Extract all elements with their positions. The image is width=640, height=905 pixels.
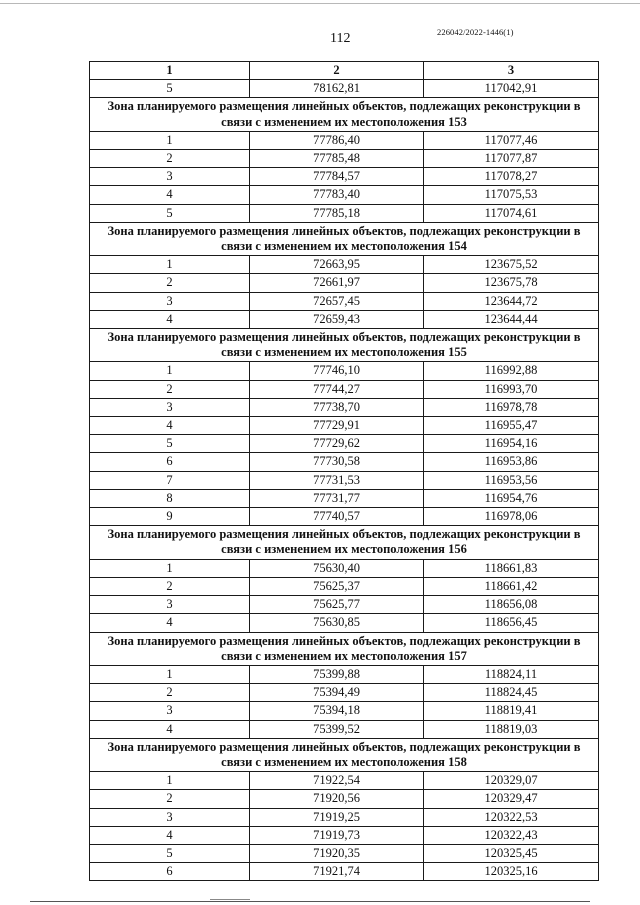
y-coordinate-cell: 118819,03 (424, 720, 599, 738)
y-coordinate-cell: 116955,47 (424, 417, 599, 435)
point-number-cell: 2 (90, 684, 250, 702)
table-row (90, 292, 599, 310)
coordinates-table (89, 61, 599, 881)
table-row (90, 772, 599, 790)
y-coordinate-cell: 118661,42 (424, 577, 599, 595)
table-row (90, 596, 599, 614)
point-number-cell: 7 (90, 471, 250, 489)
zone-title-row (90, 222, 599, 255)
point-number-cell: 5 (90, 844, 250, 862)
point-number-cell: 3 (90, 808, 250, 826)
y-coordinate-cell: 117074,61 (424, 204, 599, 222)
x-coordinate-cell: 77731,53 (250, 471, 424, 489)
x-coordinate-cell: 75625,77 (250, 596, 424, 614)
y-coordinate-cell: 123675,78 (424, 274, 599, 292)
y-coordinate-cell: 116978,06 (424, 508, 599, 526)
table-row (90, 435, 599, 453)
x-coordinate-cell: 77738,70 (250, 398, 424, 416)
y-coordinate-cell: 120329,47 (424, 790, 599, 808)
zone-title-row (90, 738, 599, 771)
y-coordinate-cell: 116993,70 (424, 380, 599, 398)
zone-title-row (90, 329, 599, 362)
zone-title: Зона планируемого размещения линейных объектов, подлежащих реконструкции в связи с изменением их местоположения 157 (90, 632, 599, 665)
point-number-cell: 2 (90, 790, 250, 808)
x-coordinate-cell: 77730,58 (250, 453, 424, 471)
x-coordinate-cell: 75399,52 (250, 720, 424, 738)
x-coordinate-cell: 71919,25 (250, 808, 424, 826)
y-coordinate-cell: 118656,45 (424, 614, 599, 632)
point-number-cell: 6 (90, 863, 250, 881)
table-row (90, 362, 599, 380)
y-coordinate-cell: 123675,52 (424, 256, 599, 274)
point-number-cell: 3 (90, 168, 250, 186)
table-row (90, 863, 599, 881)
table-row (90, 453, 599, 471)
table-row (90, 665, 599, 683)
zone-title: Зона планируемого размещения линейных объектов, подлежащих реконструкции в связи с изменением их местоположения 153 (90, 98, 599, 131)
y-coordinate-cell: 118661,83 (424, 559, 599, 577)
table-row (90, 80, 599, 98)
point-number-cell: 3 (90, 596, 250, 614)
point-number-cell: 4 (90, 310, 250, 328)
y-coordinate-cell: 117078,27 (424, 168, 599, 186)
x-coordinate-cell: 77729,91 (250, 417, 424, 435)
table-row (90, 702, 599, 720)
x-coordinate-cell: 71920,35 (250, 844, 424, 862)
document-number: 226042/2022-1446(1) (437, 27, 514, 37)
point-number-cell: 1 (90, 131, 250, 149)
x-coordinate-cell: 77740,57 (250, 508, 424, 526)
y-coordinate-cell: 118824,45 (424, 684, 599, 702)
table-row (90, 790, 599, 808)
point-number-cell: 3 (90, 292, 250, 310)
point-number-cell: 2 (90, 274, 250, 292)
x-coordinate-cell: 77784,57 (250, 168, 424, 186)
x-coordinate-cell: 77746,10 (250, 362, 424, 380)
table-row (90, 577, 599, 595)
point-number-cell: 4 (90, 720, 250, 738)
table-row (90, 256, 599, 274)
column-header-3: 3 (424, 62, 599, 80)
table-row (90, 826, 599, 844)
column-header-1: 1 (90, 62, 250, 80)
point-number-cell: 1 (90, 665, 250, 683)
x-coordinate-cell: 77785,48 (250, 150, 424, 168)
point-number-cell: 8 (90, 489, 250, 507)
x-coordinate-cell: 75394,49 (250, 684, 424, 702)
bottom-scan-mark (210, 899, 250, 900)
y-coordinate-cell: 118824,11 (424, 665, 599, 683)
point-number-cell: 1 (90, 559, 250, 577)
table-row (90, 508, 599, 526)
table-row (90, 844, 599, 862)
point-number-cell: 4 (90, 417, 250, 435)
x-coordinate-cell: 71919,73 (250, 826, 424, 844)
table-row (90, 380, 599, 398)
zone-title-row (90, 98, 599, 131)
point-number-cell: 5 (90, 435, 250, 453)
point-number-cell: 4 (90, 614, 250, 632)
table-row (90, 684, 599, 702)
point-number-cell: 3 (90, 702, 250, 720)
x-coordinate-cell: 78162,81 (250, 80, 424, 98)
y-coordinate-cell: 116992,88 (424, 362, 599, 380)
y-coordinate-cell: 120322,43 (424, 826, 599, 844)
table-row (90, 204, 599, 222)
table-row (90, 720, 599, 738)
point-number-cell: 2 (90, 150, 250, 168)
x-coordinate-cell: 75399,88 (250, 665, 424, 683)
column-header-2: 2 (250, 62, 424, 80)
x-coordinate-cell: 77731,77 (250, 489, 424, 507)
x-coordinate-cell: 72657,45 (250, 292, 424, 310)
y-coordinate-cell: 120322,53 (424, 808, 599, 826)
x-coordinate-cell: 72661,97 (250, 274, 424, 292)
y-coordinate-cell: 116953,56 (424, 471, 599, 489)
x-coordinate-cell: 77729,62 (250, 435, 424, 453)
table-row (90, 489, 599, 507)
x-coordinate-cell: 77786,40 (250, 131, 424, 149)
point-number-cell: 1 (90, 256, 250, 274)
point-number-cell: 9 (90, 508, 250, 526)
table-row (90, 150, 599, 168)
x-coordinate-cell: 75625,37 (250, 577, 424, 595)
bottom-scan-edge (30, 901, 590, 902)
page-number: 112 (330, 31, 351, 46)
table-row (90, 398, 599, 416)
table-row (90, 131, 599, 149)
y-coordinate-cell: 116953,86 (424, 453, 599, 471)
point-number-cell: 4 (90, 186, 250, 204)
point-number-cell: 4 (90, 826, 250, 844)
x-coordinate-cell: 71922,54 (250, 772, 424, 790)
y-coordinate-cell: 120325,16 (424, 863, 599, 881)
point-number-cell: 1 (90, 362, 250, 380)
x-coordinate-cell: 72659,43 (250, 310, 424, 328)
y-coordinate-cell: 120325,45 (424, 844, 599, 862)
y-coordinate-cell: 123644,72 (424, 292, 599, 310)
table-row (90, 186, 599, 204)
table-header-row (90, 62, 599, 80)
zone-title: Зона планируемого размещения линейных объектов, подлежащих реконструкции в связи с изменением их местоположения 154 (90, 222, 599, 255)
y-coordinate-cell: 118819,41 (424, 702, 599, 720)
x-coordinate-cell: 75630,40 (250, 559, 424, 577)
point-number-cell: 5 (90, 204, 250, 222)
x-coordinate-cell: 77785,18 (250, 204, 424, 222)
zone-title-row (90, 632, 599, 665)
zone-title: Зона планируемого размещения линейных объектов, подлежащих реконструкции в связи с изменением их местоположения 156 (90, 526, 599, 559)
x-coordinate-cell: 75394,18 (250, 702, 424, 720)
y-coordinate-cell: 123644,44 (424, 310, 599, 328)
y-coordinate-cell: 116954,76 (424, 489, 599, 507)
y-coordinate-cell: 117077,87 (424, 150, 599, 168)
point-number-cell: 2 (90, 380, 250, 398)
table-row (90, 614, 599, 632)
zone-title: Зона планируемого размещения линейных объектов, подлежащих реконструкции в связи с изменением их местоположения 155 (90, 329, 599, 362)
x-coordinate-cell: 77783,40 (250, 186, 424, 204)
zone-title-row (90, 526, 599, 559)
x-coordinate-cell: 72663,95 (250, 256, 424, 274)
top-scan-edge (0, 3, 640, 4)
y-coordinate-cell: 116978,78 (424, 398, 599, 416)
y-coordinate-cell: 117077,46 (424, 131, 599, 149)
y-coordinate-cell: 117075,53 (424, 186, 599, 204)
table-row (90, 471, 599, 489)
table-row (90, 808, 599, 826)
table-row (90, 168, 599, 186)
x-coordinate-cell: 77744,27 (250, 380, 424, 398)
y-coordinate-cell: 117042,91 (424, 80, 599, 98)
point-number-cell: 2 (90, 577, 250, 595)
point-number-cell: 5 (90, 80, 250, 98)
x-coordinate-cell: 75630,85 (250, 614, 424, 632)
y-coordinate-cell: 116954,16 (424, 435, 599, 453)
y-coordinate-cell: 118656,08 (424, 596, 599, 614)
point-number-cell: 3 (90, 398, 250, 416)
table-row (90, 310, 599, 328)
coordinates-table-body (90, 62, 599, 881)
point-number-cell: 1 (90, 772, 250, 790)
x-coordinate-cell: 71921,74 (250, 863, 424, 881)
y-coordinate-cell: 120329,07 (424, 772, 599, 790)
table-row (90, 559, 599, 577)
point-number-cell: 6 (90, 453, 250, 471)
table-row (90, 274, 599, 292)
x-coordinate-cell: 71920,56 (250, 790, 424, 808)
table-row (90, 417, 599, 435)
zone-title: Зона планируемого размещения линейных объектов, подлежащих реконструкции в связи с изменением их местоположения 158 (90, 738, 599, 771)
